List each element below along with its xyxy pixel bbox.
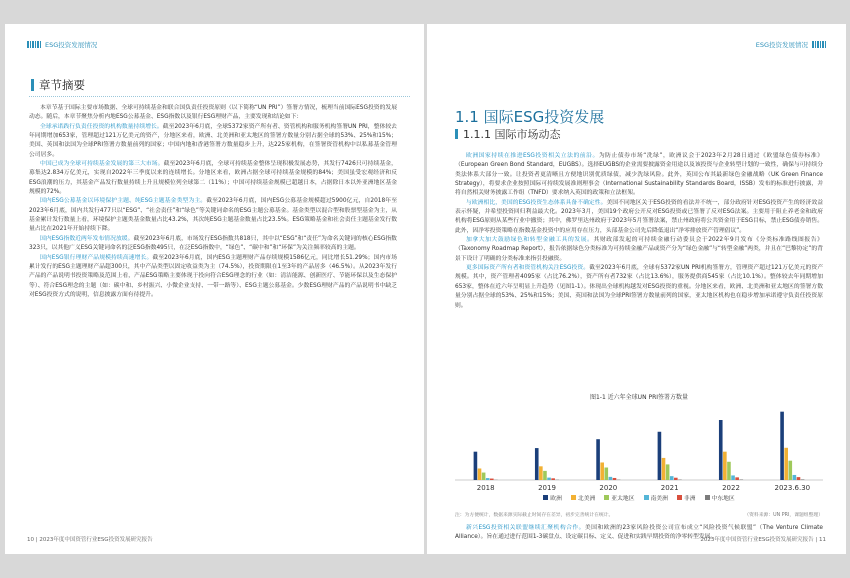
paragraph	[29, 104, 397, 123]
bar	[670, 476, 674, 480]
paragraph-highlight: 国内ESG公募基金以环境保护主题、纯ESG主题基金类型为主。	[40, 198, 207, 205]
legend-label: 中东地区	[711, 496, 735, 502]
left-page-header	[27, 40, 97, 49]
paragraph-text: 美国和欧洲的23家风险投资公司宣布成立“风险投资气候联盟”（The Venture Climate Alliance）。旨在通过进行范围1-3碳盘点、设定碳目标、定义、促进和实践早期投资的净零转型发展。	[455, 525, 823, 541]
chart-source: （资料来源：UN PRI，课题组整理）	[744, 513, 823, 518]
legend-swatch	[571, 495, 576, 500]
heading-1: 1.1 国际ESG投资发展	[455, 108, 605, 126]
paragraph-highlight: 国内ESG指数近两年发布情况放缓。	[40, 235, 134, 242]
paragraph-highlight: 国内ESG银行理财产品规模持续高速增长。	[40, 254, 153, 261]
bar	[543, 471, 547, 480]
title-bar-icon	[455, 129, 458, 139]
legend-item	[571, 493, 595, 502]
bar	[658, 432, 662, 480]
paragraph	[29, 123, 397, 160]
paragraph	[29, 235, 397, 254]
paragraph-text: 截至2023年6月底，市场发行ESG指数共818只，其中以“ESG”和“责任”为命名关键词的核心ESG指数323只，以其他广义ESG关键词命名的泛ESG指数495只，在泛ESG指数中，“绿色”、“碳中和”和“环保”为关注频率较高的主题。	[29, 235, 397, 252]
bar	[739, 479, 743, 480]
legend-item	[705, 493, 735, 502]
bar	[486, 478, 490, 480]
bar	[596, 439, 600, 480]
right-page-header	[756, 40, 826, 49]
bar	[793, 475, 797, 480]
bar	[666, 464, 670, 480]
bar	[609, 477, 613, 480]
x-tick-label: 2020	[599, 484, 618, 492]
bar	[674, 478, 678, 480]
bar	[535, 448, 539, 480]
right-body	[455, 152, 823, 311]
bar	[600, 462, 604, 480]
paragraph-highlight: 与欧洲相比，美国的ESG投资生态体系具备不确定性。	[466, 199, 607, 206]
bar	[784, 448, 788, 480]
paragraph-highlight: 加拿大加大鼓励绿色和转型金融工具的发展。	[466, 237, 594, 244]
bar	[482, 473, 486, 480]
bar	[719, 420, 723, 480]
right-page	[427, 24, 846, 554]
legend-swatch	[604, 495, 609, 500]
paragraph-text: 截至2023年6月底，全球有5372家UN PRI机构签署方，管理资产超过121万亿美元的资产规模。其中，资产管理者4095家（占比76.2%），资产所有者732家（占比13.6%），服务提供商545家（占比10.1%）。整体较去年同期增加653家，整体在近六年呈明显上升趋势（见图1-1）。体现出全球机构越发对ESG投资的重视。分地区来看，欧洲、北美洲和亚太地区的签署方数量分别占据全球的53%、25%和15%；美国、英国和法国为全球PRI签署方数量前列的国家，亚太地区机构也在稳步增加承诺遵守负责任投资原则。	[455, 265, 823, 309]
bar	[735, 477, 739, 480]
bar	[801, 479, 805, 480]
paragraph	[29, 160, 397, 197]
bar	[727, 462, 731, 480]
dotted-divider	[29, 96, 410, 97]
bar	[731, 475, 735, 480]
bar	[478, 468, 482, 480]
bar	[547, 478, 551, 480]
legend-item	[543, 493, 562, 502]
left-footer: 10 | 2023年度中国资管行业ESG投资发展研究报告	[27, 537, 153, 543]
x-tick-label: 2022	[722, 484, 740, 492]
legend-label: 北美洲	[577, 496, 596, 502]
paragraph-text: 截至2023年6月底，国内ESG主题理财产品存续规模1586亿元，同比增长51.29%；国内市场累计发行的ESG主题理财产品超300只，其中产品类型以固定收益类为主（74.5%），投资期限在1至3年的产品居多（46.5%）。从2023年发行产品的产品说明书投资策略及范围上看，产品ESG策略主要体现于投向符合ESG理念的行业（如：清洁能源、创新医疗、节能环保以及生态保护等）、符合ESG理念的主题（如：碳中和、乡村振兴、小微企业支持、一带一路等）、ESG主题公募基金。少数ESG理财产品的产品说明书中缺乏对ESG投资方式的说明，信息披露方面有待提升。	[29, 254, 397, 298]
legend-item	[644, 493, 668, 502]
paragraph	[455, 199, 823, 236]
x-tick-label: 2023.6.30	[774, 484, 811, 492]
paragraph-highlight: 全球承诺践行负责任投资的机构数量持续增长。	[40, 123, 163, 130]
paragraph-highlight: 中国已成为全球可持续基金发展的第三大市场。	[40, 161, 164, 168]
paragraph	[29, 197, 397, 234]
paragraph-text: 其财政部发起的可持续金融行动委员会于2022年9月发布《分类标准路线图报告》（Taxonomy Roadmap Report），报告依据绿色分类标准为可持续金融产品或资产分为“绿色金融”与“转型金融”两类，并且在“巴黎协定”的背景下设计了明确的分类标准来指引投融资。	[455, 237, 823, 262]
section-title	[31, 77, 85, 93]
paragraph	[29, 254, 397, 301]
right-header-text: ESG投资发展情况	[755, 41, 808, 49]
bar	[780, 412, 784, 480]
heading-2-text: 1.1.1 国际市场动态	[463, 128, 561, 141]
paragraph-text: 截至2023年6月底，国内ESG公募基金规模超过5900亿元，自2018年至2023年6月底，国内共发行477只以“ESG”、“社会责任”和“绿色”等关键词命名的ESG主题公募基金。基金类型以混合型和股票型基金为主，从基金累计发行数量上看，环境保护主题类基金数量占比43.2%，其次纯ESG主题基金数量占比23.5%。ESG策略基金和社会责任主题基金发行数量占比在2021年开始持续下降。	[29, 198, 398, 233]
paragraph-highlight: 欧洲国家持续在推进ESG投资相关立法的前沿。	[466, 153, 599, 159]
bar	[723, 452, 727, 480]
paragraph-text: 美国不同地区关于ESG投资的看法并不统一，部分政府针对ESG投资产生的经济效益表示怀疑，并希望投资回归利益最大化。2023年3月，美国19个政府公开反对ESG投资或已签署了反对ESG法案。主要用于阻止养老金和政府机构将ESG原则从某些行业中撤资；其中，佛罗里达州政府于2023年5月签署法案，禁止州政府将公共资金用于ESG目标，禁止ESG债券销售。此外，因净零投资策略在指数基金投资中的应用存在压力，头部基金公司先后降低退出“净零排放资产管理倡议”。	[455, 199, 824, 234]
legend-swatch	[644, 495, 649, 500]
legend-swatch	[543, 495, 548, 500]
paragraph-highlight: 新兴ESG投资相关联盟继续汇聚机构合作。	[466, 525, 585, 531]
x-tick-label: 2019	[538, 484, 556, 492]
left-body	[29, 104, 397, 300]
heading-2	[455, 126, 561, 142]
paragraph-text: 截至2023年6月底，全球5372家资产所有者、资管机构和服务机构签署UN PRI，整体较去年同期增加653家，管理超过121万亿美元的资产，分地区来看，欧洲、北美洲和亚太地区的签署方数量分别占据全球的53%、25%和15%；美国、英国和法国为全球PRI签署方数量前列的国家；中国内地和香港签署方数量稳步上升，达225家机构，在签署资管机构中以私募基金管理公司居多。	[29, 123, 397, 158]
chart-legend	[455, 493, 823, 502]
paragraph	[455, 264, 823, 311]
legend-item	[677, 493, 696, 502]
paragraph-text: 截至2023年6月底，全球可持续基金整体呈现积极发展态势，其发行7426只可持续基金，募集达2.834万亿美元，实现自2022年三季度以来的连续增长。分地区来看，欧洲占据全球可持续基金规模的84%；美国虽受宏观经济和反ESG浪潮的压力，其基金产品发行数量持续上升且规模位列全球第二（11%）；中国可持续基金规模已超越日本，占据除日本以外亚洲地区基金规模的72%。	[29, 161, 397, 196]
chart-figure	[455, 392, 823, 504]
bar-chart	[455, 400, 823, 500]
header-bars-icon	[27, 41, 41, 48]
bar	[613, 478, 617, 480]
bar	[539, 466, 543, 480]
left-header-text: ESG投资发展情况	[45, 41, 98, 49]
chart-note-row	[455, 511, 823, 518]
paragraph-highlight: 更多国际资产所有者和资管机构关注ESG投资。	[466, 265, 590, 272]
legend-label: 非洲	[683, 496, 696, 502]
bar	[604, 468, 608, 480]
paragraph	[455, 152, 823, 199]
bar	[551, 478, 555, 480]
legend-label: 欧洲	[550, 496, 562, 502]
bar	[662, 458, 666, 480]
legend-swatch	[705, 495, 710, 500]
bar	[797, 477, 801, 480]
chart-title: 图1-1 近六年全球UN PRI签署方数量	[589, 394, 689, 401]
paragraph	[455, 236, 823, 264]
paragraph-text: 本章节基于国际主要市场数据、全球可持续基金和联合国负责任投资原则（以下简称“UN PRI”）签署方情况，梳理当前国际ESG投资的发展动态。随后，本章节聚焦分析内地ESG公募基金、ESG指数以及银行ESG理财产品，主要发现和结论如下：	[29, 105, 397, 121]
legend-item	[604, 493, 634, 502]
x-tick-label: 2018	[476, 484, 495, 492]
header-bars-icon	[812, 41, 826, 48]
legend-label: 南美洲	[650, 496, 668, 502]
paragraph-text: 为防止债券市场“洗绿”，欧洲议会于2023年2月28日通过《欧盟绿色债券标准》（European Green Bond Standard，EUGBS）。选择EUGBS的企业需要披露资金用途以及该投资与企业转型计划的一致性，确保与可持续分类法体系大部分一致。让投资者更清晰且方便地识别优质绿债，减少洗绿风险。此外，英国公布其最新绿色金融战略（UK Green Finance Strategy），将要求企业按照国际可持续发展准则理事会（International Sustainability Standards Board，ISSB）发布的标准进行披露，并将自然相关财务披露工作组（TNFD）要求纳入英国的政策和立法框架。	[455, 153, 823, 197]
right-footer: 2023年度中国资管行业ESG投资发展研究报告 | 11	[700, 537, 826, 543]
title-bar-icon	[31, 79, 34, 91]
legend-swatch	[677, 495, 682, 500]
legend-label: 亚太地区	[611, 496, 635, 502]
bar	[788, 461, 792, 480]
bar	[474, 452, 478, 480]
left-page	[5, 24, 424, 554]
bar	[490, 479, 494, 480]
x-tick-label: 2021	[660, 484, 679, 492]
chart-note: 注：为方便统计，数据来源实际截止时间存在差异，初步完善统计在统计。	[455, 513, 614, 518]
section-title-text: 章节摘要	[39, 78, 85, 92]
